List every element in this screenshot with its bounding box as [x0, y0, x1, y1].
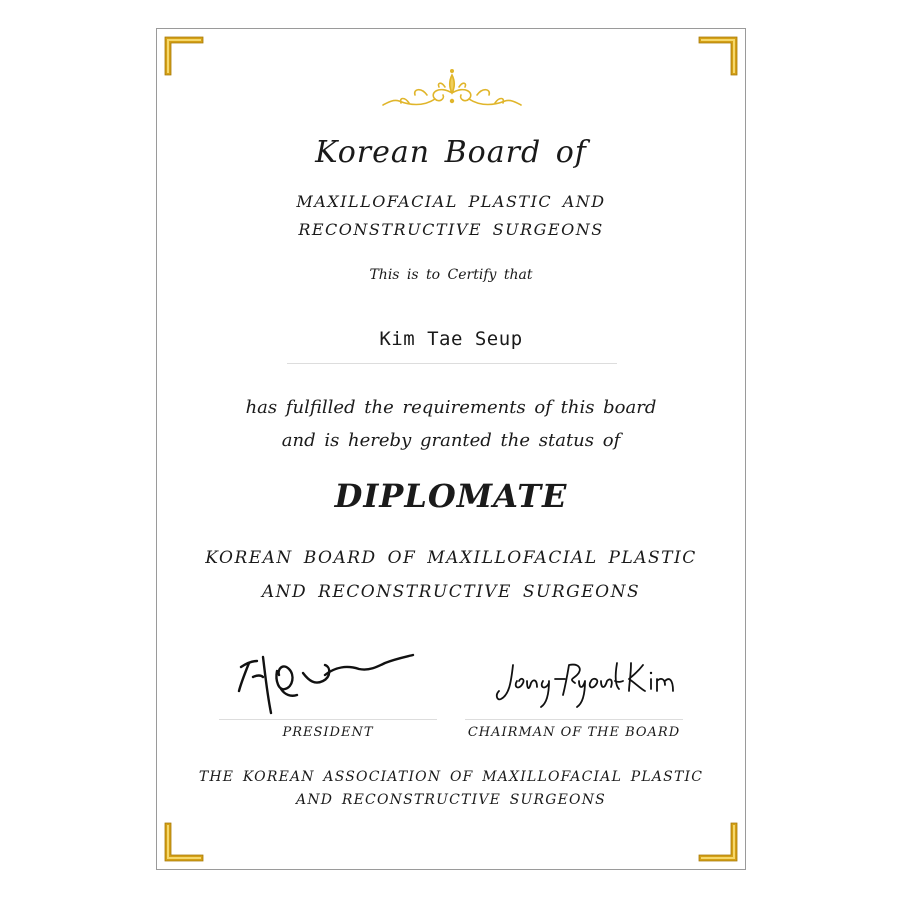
gold-corner-icon: [693, 29, 745, 81]
chairman-signature-block: [465, 637, 683, 747]
president-signature-block: [219, 637, 437, 747]
gold-corner-icon: [157, 29, 209, 81]
name-underline: [287, 363, 617, 364]
fulfillment-line: has fulfilled the requirements of this board: [245, 397, 657, 418]
signature-line: [465, 719, 683, 720]
association-line: AND RECONSTRUCTIVE SURGEONS: [296, 792, 606, 808]
certificate: [156, 28, 746, 870]
organization-line: RECONSTRUCTIVE SURGEONS: [298, 220, 604, 239]
signature-line: [219, 719, 437, 720]
recipient-name: Kim Tae Seup: [379, 328, 523, 350]
chairman-signature: [465, 637, 683, 717]
status-title: DIPLOMATE: [334, 477, 568, 515]
organization-line: MAXILLOFACIAL PLASTIC AND: [296, 192, 606, 211]
chairman-title: CHAIRMAN OF THE BOARD: [467, 725, 681, 740]
board-title: Korean Board of: [315, 135, 587, 170]
fulfillment-line: and is hereby granted the status of: [281, 430, 621, 451]
gold-corner-icon: [693, 817, 745, 869]
gold-flourish-icon: [379, 65, 525, 113]
president-signature: [219, 637, 437, 717]
certify-text: This is to Certify that: [369, 267, 533, 283]
president-title: PRESIDENT: [282, 725, 374, 740]
granting-body-line: KOREAN BOARD OF MAXILLOFACIAL PLASTIC: [205, 548, 697, 568]
granting-body-line: AND RECONSTRUCTIVE SURGEONS: [261, 582, 641, 602]
gold-corner-icon: [157, 817, 209, 869]
association-line: THE KOREAN ASSOCIATION OF MAXILLOFACIAL PLASTIC: [198, 769, 704, 785]
